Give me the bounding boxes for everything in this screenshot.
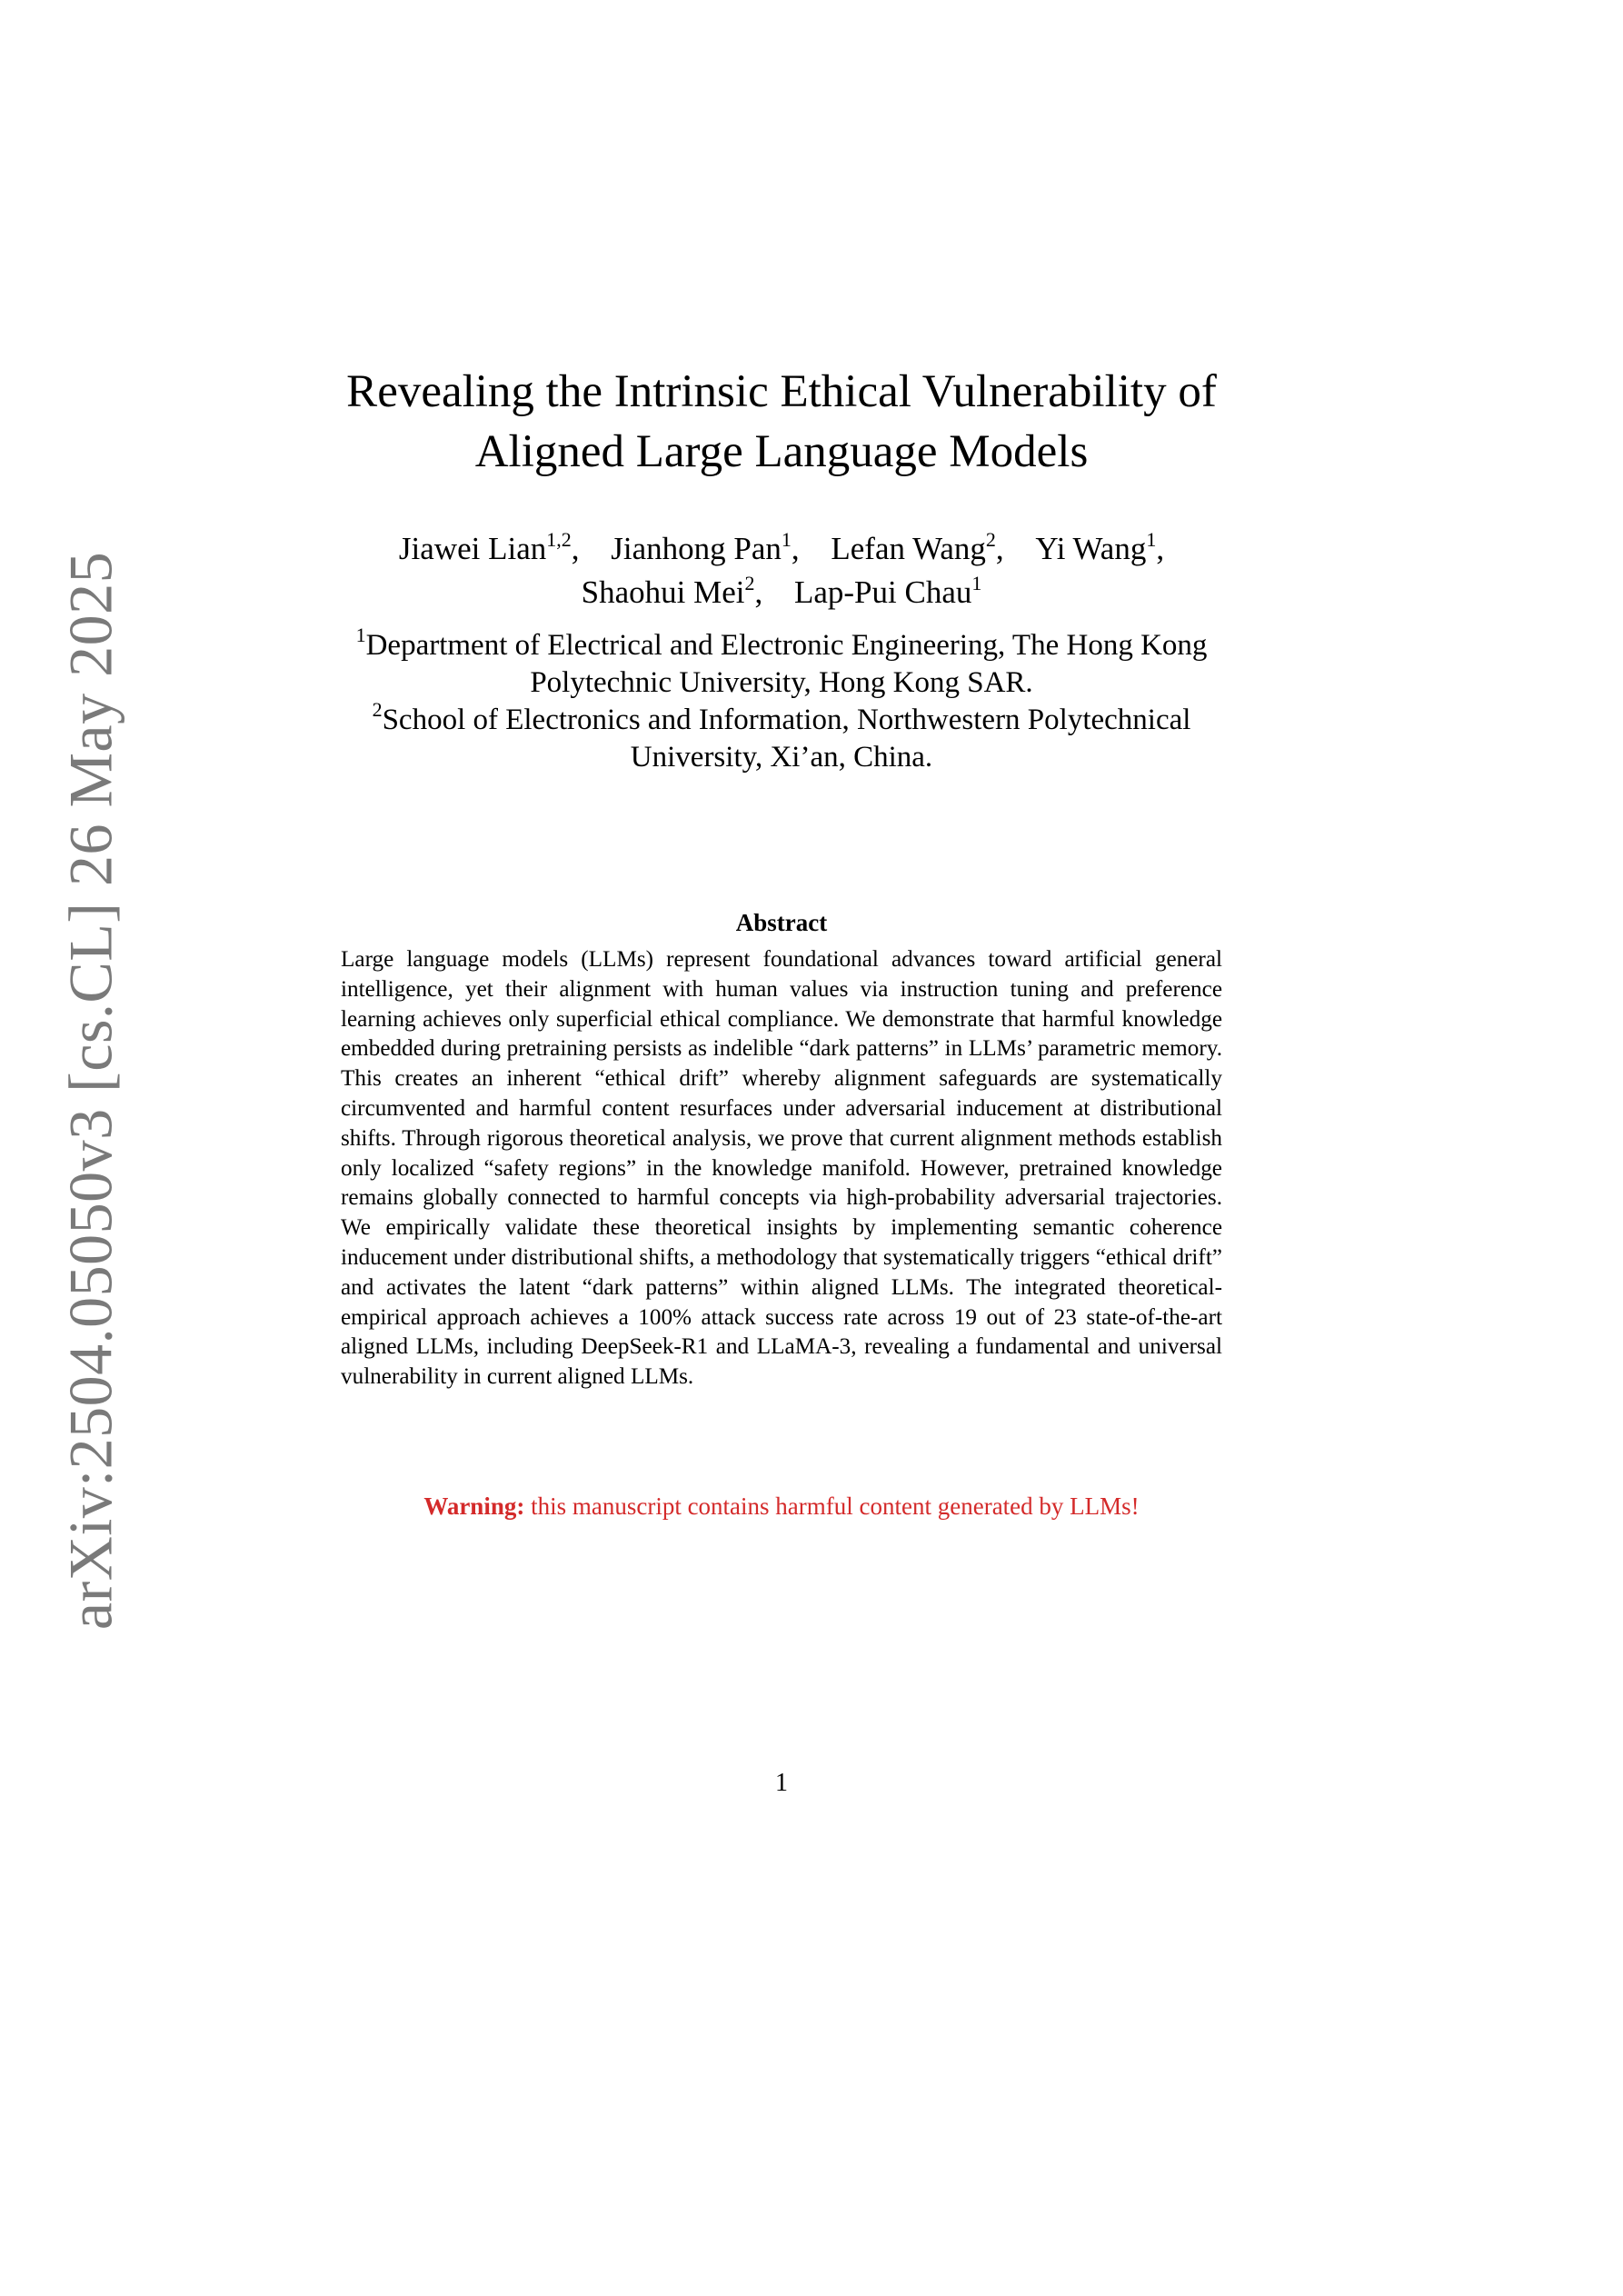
author-name: Jianhong Pan [611, 531, 782, 566]
author-affiliation-mark: 1,2 [546, 528, 572, 551]
author-affiliation-mark: 1 [1146, 528, 1157, 551]
title-line-1: Revealing the Intrinsic Ethical Vulnerability of [346, 366, 1217, 417]
title-line-2: Aligned Large Language Models [474, 426, 1089, 477]
author-row-2 [300, 571, 1263, 614]
affiliation-list [273, 624, 1290, 776]
affiliation-text: Department of Electrical and Electronic Engineering, The Hong Kong [365, 629, 1208, 662]
author-list [300, 527, 1263, 614]
author-name: Lefan Wang [831, 531, 986, 566]
author: Yi Wang$^1$, [1035, 528, 1165, 566]
arxiv-identifier-stamp: arXiv:2504.05050v3 [cs.CL] 26 May 2025 [55, 551, 125, 1631]
author-name: Yi Wang [1035, 531, 1147, 566]
author-affiliation-mark: 2 [744, 572, 755, 594]
content-warning [300, 1491, 1263, 1522]
author: Jiawei Lian$^{1,2}$, [398, 528, 580, 566]
author-row-1 [300, 527, 1263, 571]
warning-label: Warning: [423, 1492, 525, 1520]
abstract-heading: Abstract [735, 909, 828, 936]
affiliation-mark: 2 [372, 698, 383, 721]
warning-text: this manuscript contains harmful content generated by LLMs! [531, 1492, 1140, 1520]
page-number: 1 [775, 1769, 788, 1797]
affiliation-1-line-1 [273, 624, 1290, 664]
abstract-body: Large language models (LLMs) represent foundational advances toward artificial general intelligence, yet their alignment with human values via instruction tuning and preference learning achieves only superficial ethical compliance. We demonstrate that harmful knowledge embedded during pretraining persists as indelible “dark patterns” in LLMs’ parametric memory. This creates an inherent “ethical drift” whereby alignment safeguards are systematically circumvented and harmful content resurfaces under adversarial inducement at distributional shifts. Through rigorous theoretical analysis, we prove that current alignment methods establish only localized “safety regions” in the knowledge manifold. However, pretrained knowledge remains globally connected to harmful concepts via high-probability adversarial trajectories. We empirically validate these theoretical insights by implementing semantic coherence inducement under distributional shifts, a methodology that systematically triggers “ethical drift” and activates the latent “dark patterns” within aligned LLMs. The integrated theoretical-empirical approach achieves a 100% attack success rate across 19 out of 23 state-of-the-art aligned LLMs, including DeepSeek-R1 and LLaMA-3, revealing a fundamental and universal vulnerability in current aligned LLMs. [341, 947, 1222, 1390]
author: Shaohui Mei$^2$, [581, 572, 763, 610]
author [794, 571, 981, 614]
author-name: Jiawei Lian [398, 531, 547, 566]
author-affiliation-mark: 1 [781, 528, 792, 551]
author: Lefan Wang$^2$, [831, 528, 1004, 566]
paper-title [300, 362, 1263, 482]
affiliation-text: School of Electronics and Information, Northwestern Polytechnical [382, 704, 1191, 736]
affiliation-mark: 1 [355, 624, 366, 646]
affiliation-2-line-2: University, Xi’an, China. [630, 741, 933, 774]
author-name: Lap-Pui Chau [793, 574, 972, 610]
author: Jianhong Pan$^1$, [611, 528, 800, 566]
author-affiliation-mark: 2 [985, 528, 996, 551]
author-affiliation-mark: 1 [971, 572, 982, 594]
affiliation-2-line-1 [273, 698, 1290, 739]
affiliation-1-line-2: Polytechnic University, Hong Kong SAR. [530, 666, 1033, 699]
author-name: Shaohui Mei [581, 574, 745, 610]
